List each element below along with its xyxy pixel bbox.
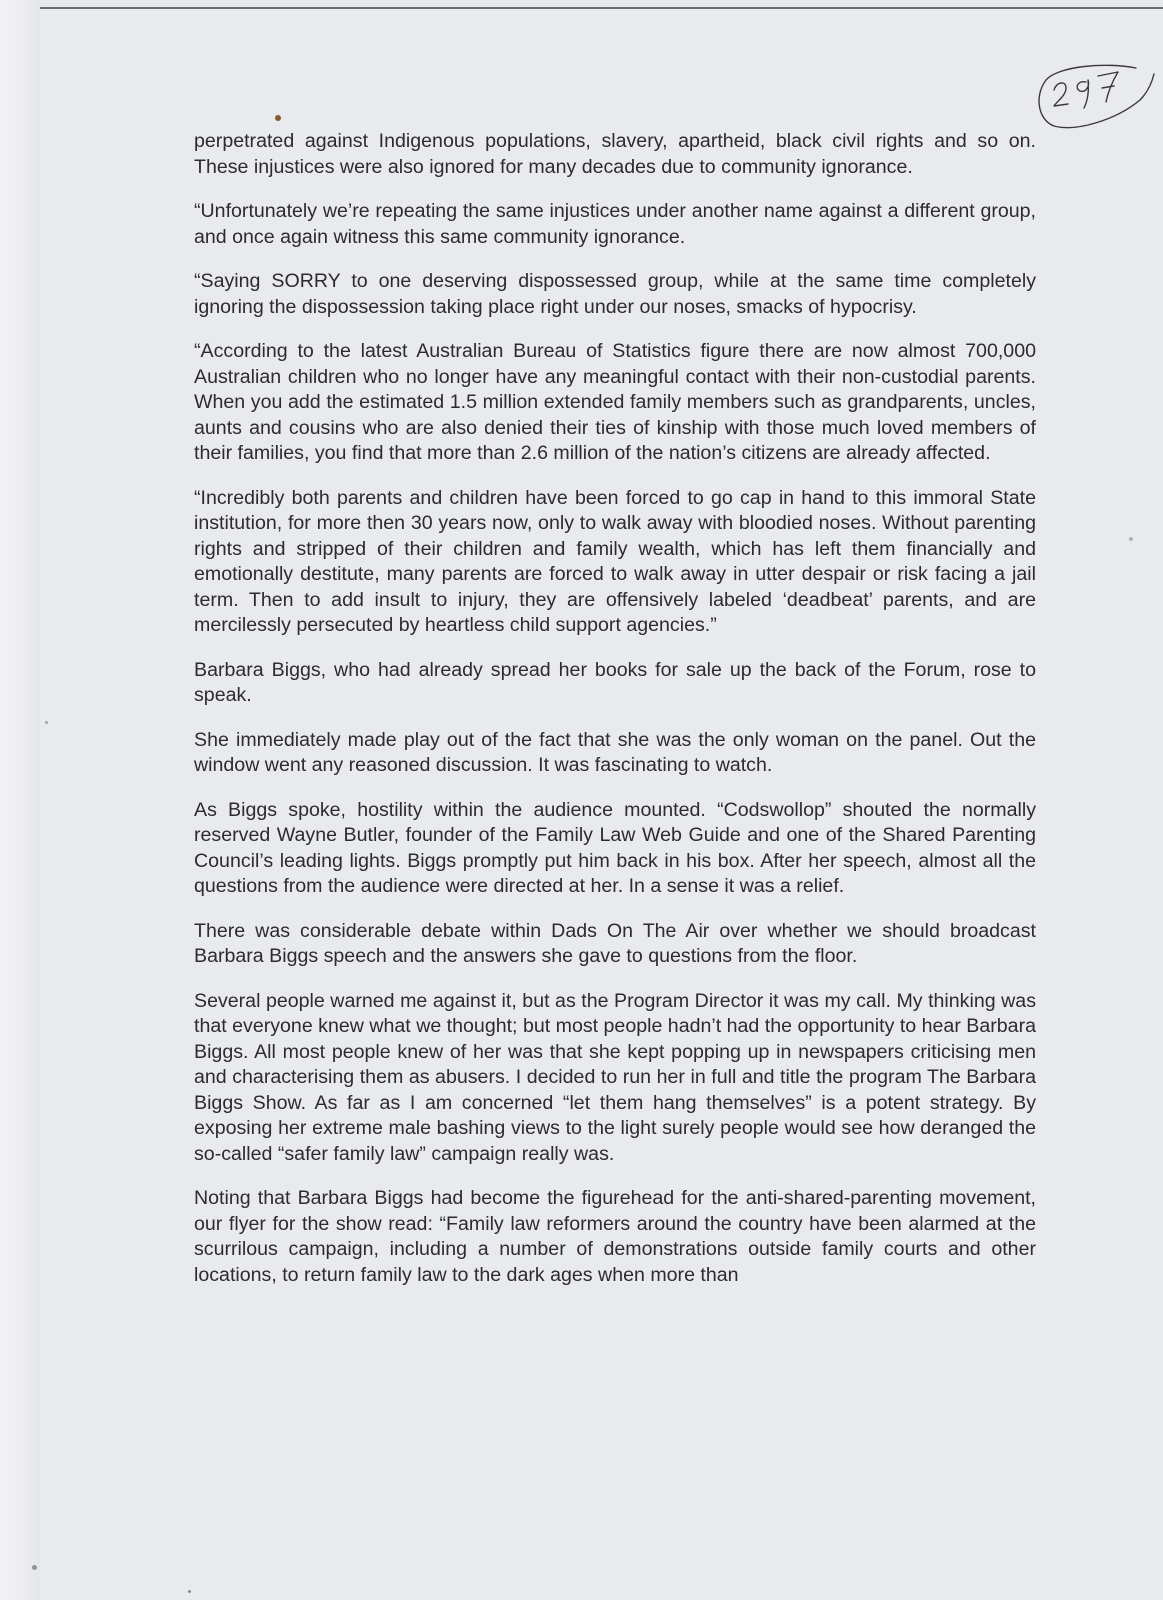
paragraph: Several people warned me against it, but as the Program Director it was my call. My thinking was that everyone knew what we thought; but most people hadn’t had the opportunity to hear Barbara Biggs. All most people knew of her was that she kept popping up in newspapers criticising men and characterising them as abusers. I decided to run her in full and title the program The Barbara Biggs Show. As far as I am concerned “let them hang themselves” is a potent strategy. By exposing her extreme male bashing views to the light surely people would see how deranged the so-called “safer family law” campaign really was. bbox=[194, 989, 1036, 1165]
scan-speck bbox=[1129, 537, 1133, 541]
paragraph: She immediately made play out of the fact that she was the only woman on the panel. Out the window went any reasoned discussion. It was fascinating to watch. bbox=[194, 728, 1036, 776]
paragraph: “Incredibly both parents and children have been forced to go cap in hand to this immoral State institution, for more then 30 years now, only to walk away with bloodied noses. Without parenting rights and stripped of their children and family wealth, which has left them financially and emotionally destitute, many parents are forced to walk away in utter despair or risk facing a jail term. Then to add insult to injury, they are offensively labeled ‘deadbeat’ parents, and are mercilessly persecuted by heartless child support agencies.” bbox=[194, 486, 1036, 636]
paragraph: There was considerable debate within Dads On The Air over whether we should broadcast Barbara Biggs speech and the answers she gave to questions from the floor. bbox=[194, 919, 1036, 967]
scan-speck bbox=[32, 1565, 37, 1570]
scan-speck bbox=[45, 721, 48, 724]
document-body bbox=[194, 129, 1036, 1307]
paragraph: Barbara Biggs, who had already spread her books for sale up the back of the Forum, rose to speak. bbox=[194, 658, 1036, 706]
paragraph: “Saying SORRY to one deserving dispossessed group, while at the same time completely ignoring the dispossession taking place right under our noses, smacks of hypocrisy. bbox=[194, 270, 1036, 318]
paragraph: “According to the latest Australian Bureau of Statistics figure there are now almost 700,000 Australian children who no longer have any meaningful contact with their non-custodial parents. When you add the estimated 1.5 million extended family members such as grandparents, uncles, aunts and cousins who are also denied their ties of kinship with those much loved members of their families, you find that more than 2.6 million of the nation’s citizens are already affected. bbox=[194, 340, 1036, 464]
paragraph: perpetrated against Indigenous populations, slavery, apartheid, black civil rights and so on. These injustices were also ignored for many decades due to community ignorance. bbox=[194, 130, 1036, 178]
ink-dot bbox=[275, 115, 281, 121]
scan-left-margin bbox=[0, 0, 40, 1600]
paragraph: Noting that Barbara Biggs had become the figurehead for the anti-shared-parenting movement, our flyer for the show read: “Family law reformers around the country have been alarmed at the scurrilous campaign, including a number of demonstrations outside family courts and other locations, to return family law to the dark ages when more than bbox=[194, 1187, 1036, 1286]
handwritten-page-number bbox=[1036, 58, 1156, 134]
paragraph: “Unfortunately we’re repeating the same injustices under another name against a different group, and once again witness this same community ignorance. bbox=[194, 200, 1036, 248]
scan-speck bbox=[188, 1590, 191, 1593]
paragraph: As Biggs spoke, hostility within the audience mounted. “Codswollop” shouted the normally reserved Wayne Butler, founder of the Family Law Web Guide and one of the Shared Parenting Council’s leading lights. Biggs promptly put him back in his box. After her speech, almost all the questions from the audience were directed at her. In a sense it was a relief. bbox=[194, 798, 1036, 897]
